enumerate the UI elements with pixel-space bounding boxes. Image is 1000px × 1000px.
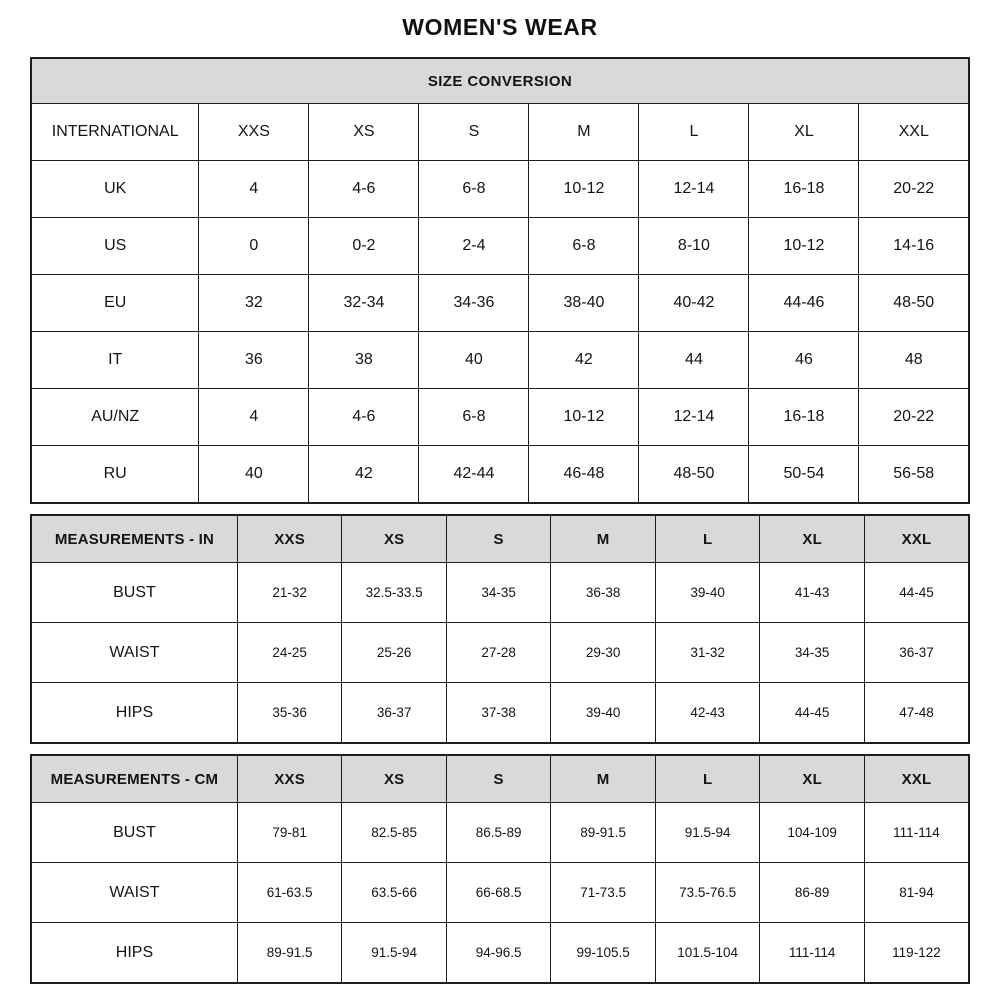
data-cell: 31-32 bbox=[655, 623, 760, 683]
data-cell: 14-16 bbox=[859, 218, 969, 275]
table-row bbox=[31, 863, 969, 923]
size-column-header: XL bbox=[760, 755, 865, 803]
table-row bbox=[31, 332, 969, 389]
data-cell: 35-36 bbox=[237, 683, 342, 744]
data-cell: 27-28 bbox=[446, 623, 551, 683]
data-cell: 39-40 bbox=[551, 683, 656, 744]
size-column-header: L bbox=[655, 515, 760, 563]
data-cell: 42-43 bbox=[655, 683, 760, 744]
data-cell: 41-43 bbox=[760, 563, 865, 623]
data-cell: 101.5-104 bbox=[655, 923, 760, 984]
data-cell: 12-14 bbox=[639, 389, 749, 446]
data-cell: 10-12 bbox=[529, 161, 639, 218]
data-cell: 61-63.5 bbox=[237, 863, 342, 923]
table-row bbox=[31, 389, 969, 446]
row-label-cell: IT bbox=[31, 332, 199, 389]
data-cell: 10-12 bbox=[749, 218, 859, 275]
data-cell: 99-105.5 bbox=[551, 923, 656, 984]
row-label-cell: BUST bbox=[31, 563, 237, 623]
data-cell: 44 bbox=[639, 332, 749, 389]
data-cell: 36-37 bbox=[864, 623, 969, 683]
table-title-row bbox=[31, 58, 969, 104]
data-cell: 63.5-66 bbox=[342, 863, 447, 923]
data-cell: 36 bbox=[199, 332, 309, 389]
data-cell: 111-114 bbox=[864, 803, 969, 863]
table-row bbox=[31, 803, 969, 863]
data-cell: 32.5-33.5 bbox=[342, 563, 447, 623]
data-cell: 4 bbox=[199, 389, 309, 446]
size-column-header: M bbox=[551, 515, 656, 563]
data-cell: 91.5-94 bbox=[655, 803, 760, 863]
table-row bbox=[31, 923, 969, 984]
data-cell: 44-45 bbox=[760, 683, 865, 744]
data-cell: 86-89 bbox=[760, 863, 865, 923]
data-cell: 29-30 bbox=[551, 623, 656, 683]
data-cell: 10-12 bbox=[529, 389, 639, 446]
data-cell: 36-37 bbox=[342, 683, 447, 744]
data-cell: 82.5-85 bbox=[342, 803, 447, 863]
data-cell: XL bbox=[749, 104, 859, 161]
data-cell: 40-42 bbox=[639, 275, 749, 332]
data-cell: 79-81 bbox=[237, 803, 342, 863]
size-column-header: XXL bbox=[864, 755, 969, 803]
data-cell: 48-50 bbox=[859, 275, 969, 332]
data-cell: 0-2 bbox=[309, 218, 419, 275]
data-cell: 47-48 bbox=[864, 683, 969, 744]
table-title-cell: SIZE CONVERSION bbox=[31, 58, 969, 104]
data-cell: 16-18 bbox=[749, 389, 859, 446]
size-column-header: XS bbox=[342, 515, 447, 563]
data-cell: 119-122 bbox=[864, 923, 969, 984]
data-cell: 38-40 bbox=[529, 275, 639, 332]
data-cell: 39-40 bbox=[655, 563, 760, 623]
data-cell: 71-73.5 bbox=[551, 863, 656, 923]
data-cell: 111-114 bbox=[760, 923, 865, 984]
data-cell: M bbox=[529, 104, 639, 161]
data-cell: 34-35 bbox=[446, 563, 551, 623]
data-cell: 36-38 bbox=[551, 563, 656, 623]
row-label-cell: INTERNATIONAL bbox=[31, 104, 199, 161]
data-cell: 104-109 bbox=[760, 803, 865, 863]
data-cell: 4 bbox=[199, 161, 309, 218]
row-label-cell: EU bbox=[31, 275, 199, 332]
size-column-header: S bbox=[446, 515, 551, 563]
row-label-cell: WAIST bbox=[31, 623, 237, 683]
data-cell: 50-54 bbox=[749, 446, 859, 504]
size-column-header: S bbox=[446, 755, 551, 803]
data-cell: 37-38 bbox=[446, 683, 551, 744]
table-row bbox=[31, 275, 969, 332]
data-cell: 6-8 bbox=[419, 161, 529, 218]
data-cell: 46 bbox=[749, 332, 859, 389]
data-cell: 21-32 bbox=[237, 563, 342, 623]
data-cell: 66-68.5 bbox=[446, 863, 551, 923]
size-column-header: XXL bbox=[864, 515, 969, 563]
data-cell: 6-8 bbox=[419, 389, 529, 446]
data-cell: 94-96.5 bbox=[446, 923, 551, 984]
data-cell: XXL bbox=[859, 104, 969, 161]
data-cell: 89-91.5 bbox=[551, 803, 656, 863]
size-column-header: XXS bbox=[237, 515, 342, 563]
data-cell: XXS bbox=[199, 104, 309, 161]
data-cell: 73.5-76.5 bbox=[655, 863, 760, 923]
data-cell: 40 bbox=[199, 446, 309, 504]
table-row bbox=[31, 161, 969, 218]
data-cell: 4-6 bbox=[309, 389, 419, 446]
data-cell: 89-91.5 bbox=[237, 923, 342, 984]
data-cell: 42-44 bbox=[419, 446, 529, 504]
data-cell: 24-25 bbox=[237, 623, 342, 683]
data-cell: 12-14 bbox=[639, 161, 749, 218]
size-conversion-table bbox=[30, 57, 970, 504]
data-cell: 86.5-89 bbox=[446, 803, 551, 863]
table-row bbox=[31, 563, 969, 623]
data-cell: 0 bbox=[199, 218, 309, 275]
data-cell: 20-22 bbox=[859, 161, 969, 218]
table-header-row bbox=[31, 515, 969, 563]
data-cell: 81-94 bbox=[864, 863, 969, 923]
size-column-header: XXS bbox=[237, 755, 342, 803]
data-cell: 44-46 bbox=[749, 275, 859, 332]
row-label-cell: BUST bbox=[31, 803, 237, 863]
data-cell: 46-48 bbox=[529, 446, 639, 504]
data-cell: L bbox=[639, 104, 749, 161]
row-label-cell: RU bbox=[31, 446, 199, 504]
data-cell: 42 bbox=[309, 446, 419, 504]
size-column-header: M bbox=[551, 755, 656, 803]
table-header-row bbox=[31, 755, 969, 803]
table-row bbox=[31, 104, 969, 161]
size-column-header: XS bbox=[342, 755, 447, 803]
data-cell: 25-26 bbox=[342, 623, 447, 683]
data-cell: 32 bbox=[199, 275, 309, 332]
data-cell: 8-10 bbox=[639, 218, 749, 275]
data-cell: 42 bbox=[529, 332, 639, 389]
data-cell: 20-22 bbox=[859, 389, 969, 446]
data-cell: 6-8 bbox=[529, 218, 639, 275]
data-cell: 32-34 bbox=[309, 275, 419, 332]
row-label-cell: UK bbox=[31, 161, 199, 218]
data-cell: 16-18 bbox=[749, 161, 859, 218]
row-label-cell: HIPS bbox=[31, 923, 237, 984]
data-cell: 2-4 bbox=[419, 218, 529, 275]
size-column-header: XL bbox=[760, 515, 865, 563]
data-cell: S bbox=[419, 104, 529, 161]
table-row bbox=[31, 446, 969, 504]
measurements-cm-table bbox=[30, 754, 970, 984]
table-row bbox=[31, 218, 969, 275]
row-label-cell: AU/NZ bbox=[31, 389, 199, 446]
data-cell: XS bbox=[309, 104, 419, 161]
data-cell: 34-35 bbox=[760, 623, 865, 683]
data-cell: 34-36 bbox=[419, 275, 529, 332]
row-label-header: MEASUREMENTS - IN bbox=[31, 515, 237, 563]
data-cell: 91.5-94 bbox=[342, 923, 447, 984]
size-column-header: L bbox=[655, 755, 760, 803]
data-cell: 48-50 bbox=[639, 446, 749, 504]
row-label-header: MEASUREMENTS - CM bbox=[31, 755, 237, 803]
data-cell: 38 bbox=[309, 332, 419, 389]
data-cell: 56-58 bbox=[859, 446, 969, 504]
row-label-cell: US bbox=[31, 218, 199, 275]
measurements-in-table bbox=[30, 514, 970, 744]
data-cell: 48 bbox=[859, 332, 969, 389]
page-title: WOMEN'S WEAR bbox=[402, 14, 598, 40]
row-label-cell: WAIST bbox=[31, 863, 237, 923]
data-cell: 4-6 bbox=[309, 161, 419, 218]
row-label-cell: HIPS bbox=[31, 683, 237, 744]
data-cell: 40 bbox=[419, 332, 529, 389]
table-row bbox=[31, 683, 969, 744]
table-row bbox=[31, 623, 969, 683]
data-cell: 44-45 bbox=[864, 563, 969, 623]
